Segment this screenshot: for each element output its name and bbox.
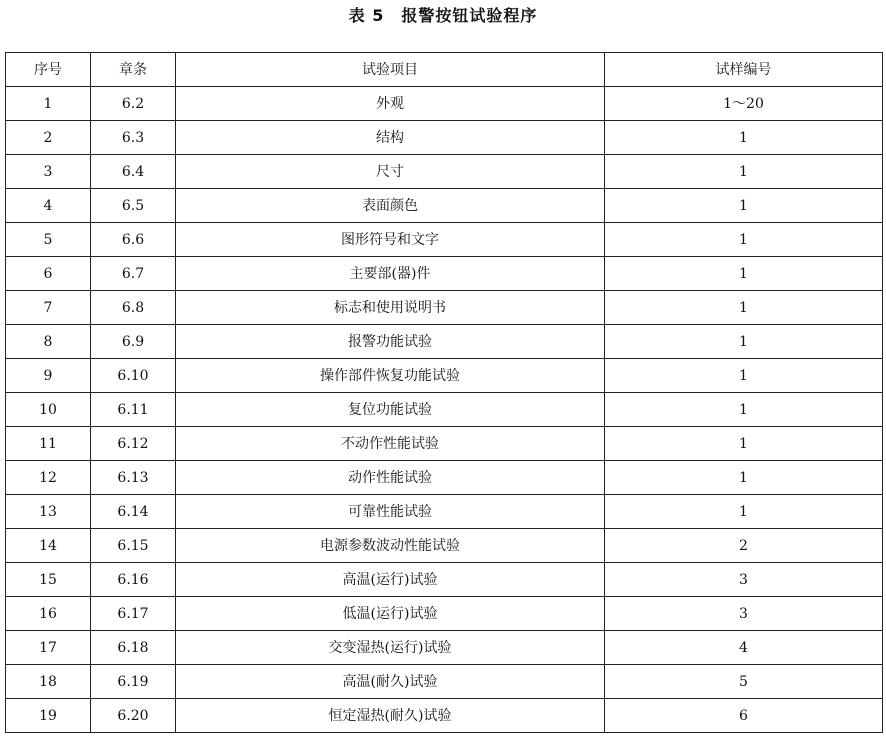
cell-seq: 9 bbox=[6, 359, 91, 393]
cell-clause: 6.16 bbox=[91, 563, 176, 597]
header-row bbox=[6, 53, 883, 87]
table-row bbox=[6, 223, 883, 257]
cell-clause: 6.9 bbox=[91, 325, 176, 359]
cell-seq: 3 bbox=[6, 155, 91, 189]
table-row bbox=[6, 189, 883, 223]
cell-sample-no: 4 bbox=[605, 631, 883, 665]
cell-seq: 1 bbox=[6, 87, 91, 121]
cell-clause: 6.13 bbox=[91, 461, 176, 495]
cell-clause: 6.10 bbox=[91, 359, 176, 393]
table-row bbox=[6, 257, 883, 291]
cell-sample-no: 3 bbox=[605, 597, 883, 631]
header-clause: 章条 bbox=[91, 53, 176, 87]
cell-test-item: 标志和使用说明书 bbox=[176, 291, 605, 325]
cell-seq: 18 bbox=[6, 665, 91, 699]
test-procedure-table bbox=[5, 52, 883, 733]
cell-clause: 6.15 bbox=[91, 529, 176, 563]
cell-test-item: 交变湿热(运行)试验 bbox=[176, 631, 605, 665]
cell-test-item: 尺寸 bbox=[176, 155, 605, 189]
header-test-item: 试验项目 bbox=[176, 53, 605, 87]
cell-test-item: 可靠性能试验 bbox=[176, 495, 605, 529]
cell-test-item: 高温(运行)试验 bbox=[176, 563, 605, 597]
cell-sample-no: 1 bbox=[605, 291, 883, 325]
cell-sample-no: 1 bbox=[605, 155, 883, 189]
test-procedure-table-container bbox=[5, 52, 882, 733]
cell-sample-no: 1 bbox=[605, 393, 883, 427]
table-row bbox=[6, 87, 883, 121]
table-body bbox=[6, 87, 883, 733]
cell-sample-no: 1 bbox=[605, 223, 883, 257]
cell-seq: 10 bbox=[6, 393, 91, 427]
cell-sample-no: 1 bbox=[605, 189, 883, 223]
cell-sample-no: 2 bbox=[605, 529, 883, 563]
table-row bbox=[6, 597, 883, 631]
cell-sample-no: 1 bbox=[605, 359, 883, 393]
cell-clause: 6.5 bbox=[91, 189, 176, 223]
cell-clause: 6.17 bbox=[91, 597, 176, 631]
cell-seq: 19 bbox=[6, 699, 91, 733]
table-row bbox=[6, 393, 883, 427]
table-row bbox=[6, 121, 883, 155]
cell-test-item: 结构 bbox=[176, 121, 605, 155]
cell-test-item: 复位功能试验 bbox=[176, 393, 605, 427]
cell-test-item: 报警功能试验 bbox=[176, 325, 605, 359]
cell-seq: 13 bbox=[6, 495, 91, 529]
cell-seq: 14 bbox=[6, 529, 91, 563]
cell-sample-no: 1 bbox=[605, 121, 883, 155]
cell-test-item: 图形符号和文字 bbox=[176, 223, 605, 257]
table-row bbox=[6, 563, 883, 597]
header-seq: 序号 bbox=[6, 53, 91, 87]
table-row bbox=[6, 529, 883, 563]
cell-clause: 6.20 bbox=[91, 699, 176, 733]
cell-test-item: 动作性能试验 bbox=[176, 461, 605, 495]
cell-seq: 8 bbox=[6, 325, 91, 359]
table-row bbox=[6, 155, 883, 189]
cell-seq: 16 bbox=[6, 597, 91, 631]
cell-test-item: 表面颜色 bbox=[176, 189, 605, 223]
cell-clause: 6.18 bbox=[91, 631, 176, 665]
cell-clause: 6.19 bbox=[91, 665, 176, 699]
cell-sample-no: 3 bbox=[605, 563, 883, 597]
table-row bbox=[6, 631, 883, 665]
cell-seq: 5 bbox=[6, 223, 91, 257]
cell-seq: 2 bbox=[6, 121, 91, 155]
cell-seq: 7 bbox=[6, 291, 91, 325]
cell-sample-no: 1 bbox=[605, 427, 883, 461]
table-row bbox=[6, 665, 883, 699]
table-row bbox=[6, 427, 883, 461]
table-row bbox=[6, 461, 883, 495]
cell-test-item: 不动作性能试验 bbox=[176, 427, 605, 461]
cell-test-item: 主要部(器)件 bbox=[176, 257, 605, 291]
cell-test-item: 电源参数波动性能试验 bbox=[176, 529, 605, 563]
table-row bbox=[6, 325, 883, 359]
cell-clause: 6.6 bbox=[91, 223, 176, 257]
cell-seq: 11 bbox=[6, 427, 91, 461]
table-row bbox=[6, 495, 883, 529]
cell-test-item: 低温(运行)试验 bbox=[176, 597, 605, 631]
cell-test-item: 高温(耐久)试验 bbox=[176, 665, 605, 699]
cell-test-item: 外观 bbox=[176, 87, 605, 121]
cell-clause: 6.14 bbox=[91, 495, 176, 529]
cell-clause: 6.3 bbox=[91, 121, 176, 155]
cell-clause: 6.7 bbox=[91, 257, 176, 291]
cell-clause: 6.11 bbox=[91, 393, 176, 427]
cell-seq: 4 bbox=[6, 189, 91, 223]
cell-clause: 6.8 bbox=[91, 291, 176, 325]
cell-test-item: 操作部件恢复功能试验 bbox=[176, 359, 605, 393]
table-row bbox=[6, 291, 883, 325]
cell-sample-no: 1 bbox=[605, 257, 883, 291]
cell-sample-no: 6 bbox=[605, 699, 883, 733]
cell-clause: 6.4 bbox=[91, 155, 176, 189]
table-row bbox=[6, 359, 883, 393]
cell-clause: 6.2 bbox=[91, 87, 176, 121]
header-sample-no: 试样编号 bbox=[605, 53, 883, 87]
cell-sample-no: 1 bbox=[605, 325, 883, 359]
table-caption: 表 5 报警按钮试验程序 bbox=[348, 6, 538, 25]
cell-test-item: 恒定湿热(耐久)试验 bbox=[176, 699, 605, 733]
table-row bbox=[6, 699, 883, 733]
cell-clause: 6.12 bbox=[91, 427, 176, 461]
cell-sample-no: 5 bbox=[605, 665, 883, 699]
cell-seq: 6 bbox=[6, 257, 91, 291]
cell-seq: 15 bbox=[6, 563, 91, 597]
cell-sample-no: 1～20 bbox=[605, 87, 883, 121]
cell-seq: 12 bbox=[6, 461, 91, 495]
cell-seq: 17 bbox=[6, 631, 91, 665]
cell-sample-no: 1 bbox=[605, 461, 883, 495]
cell-sample-no: 1 bbox=[605, 495, 883, 529]
